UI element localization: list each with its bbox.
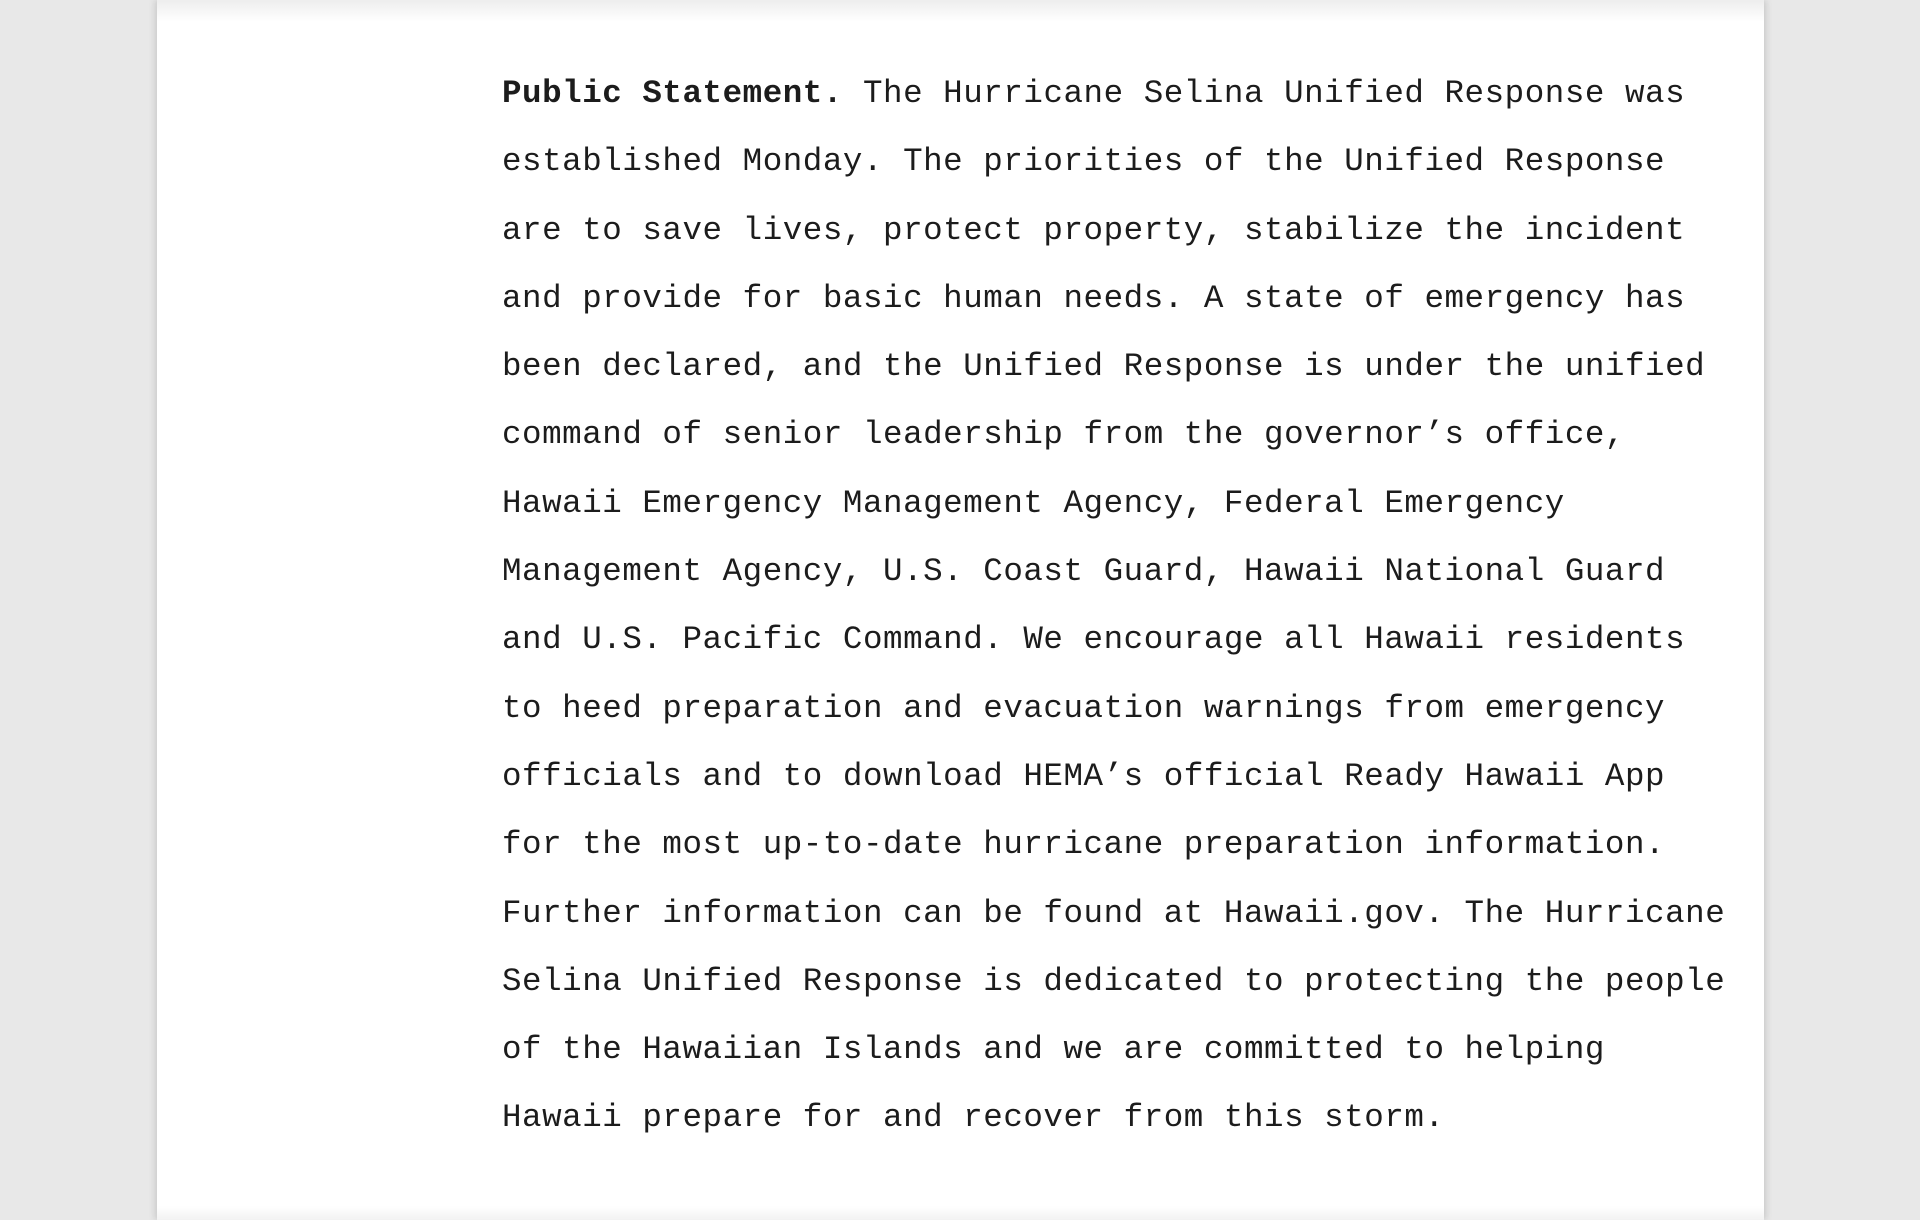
text-line-8: Management Agency, U.S. Coast Guard, Hawaii National Guard <box>502 553 1666 591</box>
text-line-2: established Monday. The priorities of the Unified Response <box>502 143 1666 181</box>
text-line-5: been declared, and the Unified Response is under the unified <box>502 348 1706 386</box>
page-bottom-shadow <box>157 1206 1764 1220</box>
text-line-1 <box>502 64 1742 132</box>
document-page <box>157 0 1764 1220</box>
page-top-shadow <box>157 0 1764 22</box>
text-line-13: Further information can be found at Hawaii.gov. The Hurricane <box>502 894 1726 932</box>
text-line-9: and U.S. Pacific Command. We encourage all Hawaii residents <box>502 621 1686 659</box>
text-line-15: of the Hawaiian Islands and we are committed to helping <box>502 1031 1605 1069</box>
text-line-12: for the most up-to-date hurricane preparation information. <box>502 826 1666 864</box>
text-line-10: to heed preparation and evacuation warnings from emergency <box>502 689 1666 727</box>
statement-heading: Public Statement. <box>502 75 843 112</box>
text-line-4: and provide for basic human needs. A state of emergency has <box>502 279 1686 317</box>
statement-text <box>502 64 1742 1157</box>
text-line-7: Hawaii Emergency Management Agency, Federal Emergency <box>502 484 1565 522</box>
text-line-14: Selina Unified Response is dedicated to protecting the people <box>502 962 1726 1000</box>
text-line-6: command of senior leadership from the governor’s office, <box>502 416 1625 454</box>
text-line-3: are to save lives, protect property, stabilize the incident <box>502 211 1686 249</box>
text-line-1-body: The Hurricane Selina Unified Response was <box>842 75 1686 112</box>
text-line-11: officials and to download HEMA’s official Ready Hawaii App <box>502 757 1666 795</box>
text-line-16: Hawaii prepare for and recover from this storm. <box>502 1099 1445 1137</box>
